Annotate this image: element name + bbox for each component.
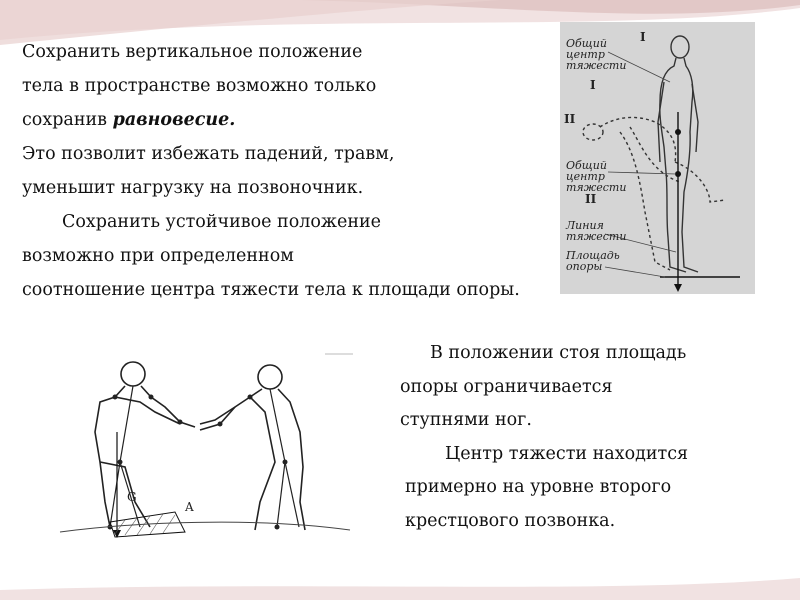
cg-label-2: Общий центр тяжести bbox=[566, 159, 627, 194]
right-paragraph bbox=[395, 337, 775, 538]
text-plain: сохранив bbox=[22, 110, 113, 130]
text-line: примерно на уровне второго bbox=[405, 477, 672, 497]
text-line: Сохранить вертикальное положение bbox=[22, 42, 363, 62]
text-line: В положении стоя площадь bbox=[430, 343, 687, 363]
support-area-label: Площадь опоры bbox=[566, 249, 620, 273]
emphasized-term: равновесие. bbox=[112, 110, 236, 130]
text-line: ступнями ног. bbox=[400, 410, 532, 430]
a-label: A bbox=[185, 500, 194, 514]
text-line: соотношение центра тяжести тела к площади опоры. bbox=[22, 280, 520, 300]
main-paragraph bbox=[22, 35, 542, 307]
text-line: Центр тяжести находится bbox=[445, 443, 689, 464]
posture-label-ii: II bbox=[564, 112, 576, 126]
center-of-gravity-figure bbox=[560, 22, 755, 294]
text-line: крестцового позвонка. bbox=[405, 510, 616, 531]
text-line bbox=[22, 103, 542, 137]
text-line: уменьшит нагрузку на позвоночник. bbox=[22, 178, 364, 198]
text-line: опоры ограничивается bbox=[400, 376, 613, 397]
bottom-decorative-band bbox=[0, 560, 800, 600]
two-people-figure bbox=[55, 352, 355, 542]
cg-label-1: Общий центр тяжести bbox=[566, 37, 627, 72]
gravity-line-label: Линия тяжести bbox=[566, 219, 627, 243]
posture-label-i: I bbox=[590, 78, 596, 92]
balance-illustration bbox=[55, 352, 355, 542]
text-line: возможно при определенном bbox=[22, 246, 294, 266]
text-line: тела в пространстве возможно только bbox=[22, 76, 377, 96]
g-label: G bbox=[127, 490, 137, 504]
posture-label-i-top: I bbox=[640, 30, 646, 44]
text-line: Сохранить устойчивое положение bbox=[62, 212, 382, 232]
text-line: Это позволит избежать падений, травм, bbox=[22, 144, 395, 164]
posture-label-ii-lower: II bbox=[585, 192, 597, 206]
